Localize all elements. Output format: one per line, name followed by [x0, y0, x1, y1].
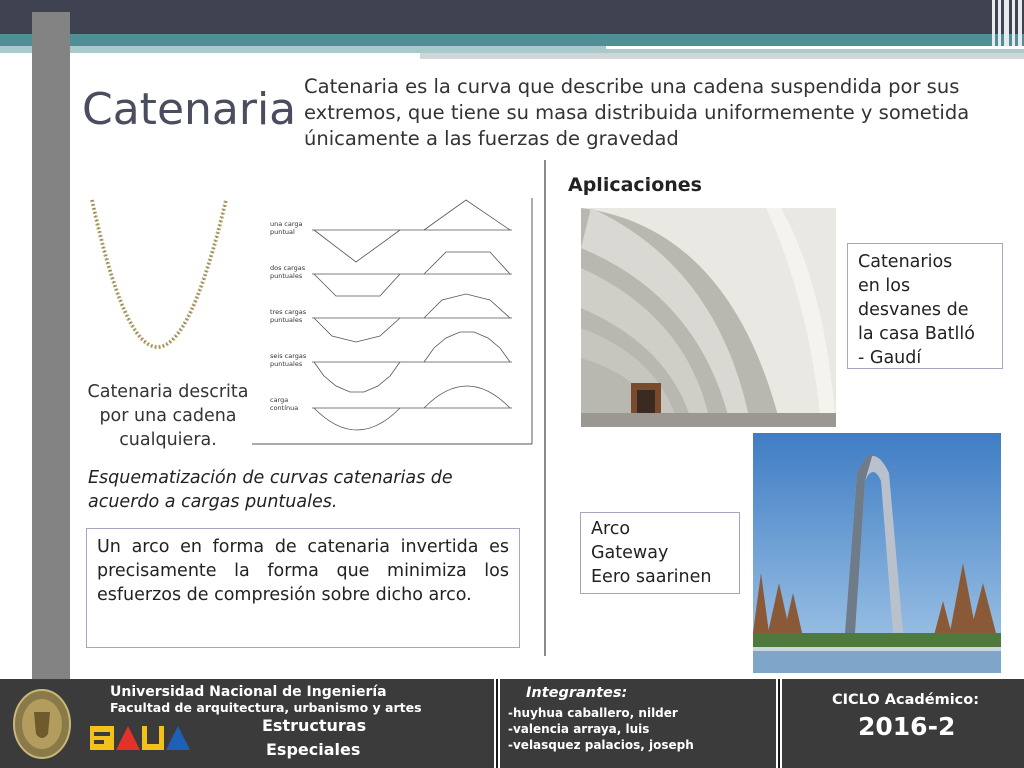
header-band-teal: [0, 34, 1024, 46]
university-name: Universidad Nacional de Ingeniería: [110, 684, 387, 700]
university-seal-icon: [12, 688, 72, 760]
course-name-line2: Especiales: [266, 740, 361, 759]
diagram-caption-line: acuerdo a cargas puntuales.: [88, 492, 338, 512]
hanging-chain-illustration: [84, 194, 234, 354]
diagram-label: carga: [270, 396, 289, 404]
slide-title: Catenaria: [82, 84, 297, 135]
gateway-caption-line: Eero saarinen: [591, 567, 712, 587]
members-heading: Integrantes:: [526, 685, 628, 701]
diagram-label: seis cargas: [270, 352, 307, 360]
column-divider: [544, 160, 546, 656]
applications-heading: Aplicaciones: [568, 174, 702, 196]
member-name: -velasquez palacios, joseph: [508, 738, 694, 752]
faculty-name: Facultad de arquitectura, urbanismo y artes: [110, 700, 422, 715]
cycle-label: CICLO Académico:: [832, 692, 980, 708]
member-name: -valencia arraya, luis: [508, 722, 650, 736]
chain-caption-line: cualquiera.: [119, 430, 217, 450]
gateway-caption-box: [580, 512, 740, 594]
diagram-label: una carga: [270, 220, 303, 228]
diagram-caption-line: Esquematización de curvas catenarias de: [88, 468, 453, 488]
diagram-label: puntual: [270, 228, 295, 236]
batllo-caption-line: - Gaudí: [858, 348, 922, 368]
batllo-caption-box: [847, 243, 1003, 369]
left-vertical-bar: [32, 12, 70, 680]
chain-caption: [74, 380, 262, 452]
chain-caption-line: Catenaria descrita: [87, 382, 249, 402]
diagram-label: puntuales: [270, 316, 303, 324]
batllo-caption-line: la casa Batlló: [858, 324, 975, 344]
diagram-caption: [88, 466, 528, 514]
diagram-label: dos cargas: [270, 264, 306, 272]
course-name-line1: Estructuras: [262, 716, 367, 735]
catenary-load-diagram: [252, 190, 538, 450]
batllo-caption-line: Catenarios: [858, 252, 953, 272]
chain-caption-line: por una cadena: [99, 406, 237, 426]
gateway-arch-photo: [753, 433, 1001, 673]
gateway-caption-line: Arco: [591, 519, 631, 539]
diagram-label: contínua: [270, 404, 299, 412]
header-vertical-stripes: [990, 0, 1024, 46]
cycle-value: 2016-2: [858, 712, 956, 741]
member-name: -huyhua caballero, nilder: [508, 706, 678, 720]
inverted-arch-textbox: Un arco en forma de catenaria invertida es precisamente la forma que minimiza los esfuerzos de compresión sobre dicho arco.: [86, 528, 520, 648]
header-band-dark: [0, 0, 1024, 34]
batllo-caption-line: desvanes de: [858, 300, 969, 320]
diagram-label: puntuales: [270, 360, 303, 368]
diagram-label: puntuales: [270, 272, 303, 280]
batllo-attic-arches-photo: [581, 208, 836, 427]
header-band-gap: [606, 46, 1024, 49]
diagram-label: tres cargas: [270, 308, 307, 316]
gateway-caption-line: Gateway: [591, 543, 669, 563]
header-band-gray: [420, 53, 1024, 59]
faua-logo: [90, 724, 192, 752]
intro-paragraph: Catenaria es la curva que describe una cadena suspendida por sus extremos, que tiene su masa distribuida uniformemente y sometida únicamente a las fuerzas de gravedad: [304, 75, 970, 150]
batllo-caption-line: en los: [858, 276, 911, 296]
